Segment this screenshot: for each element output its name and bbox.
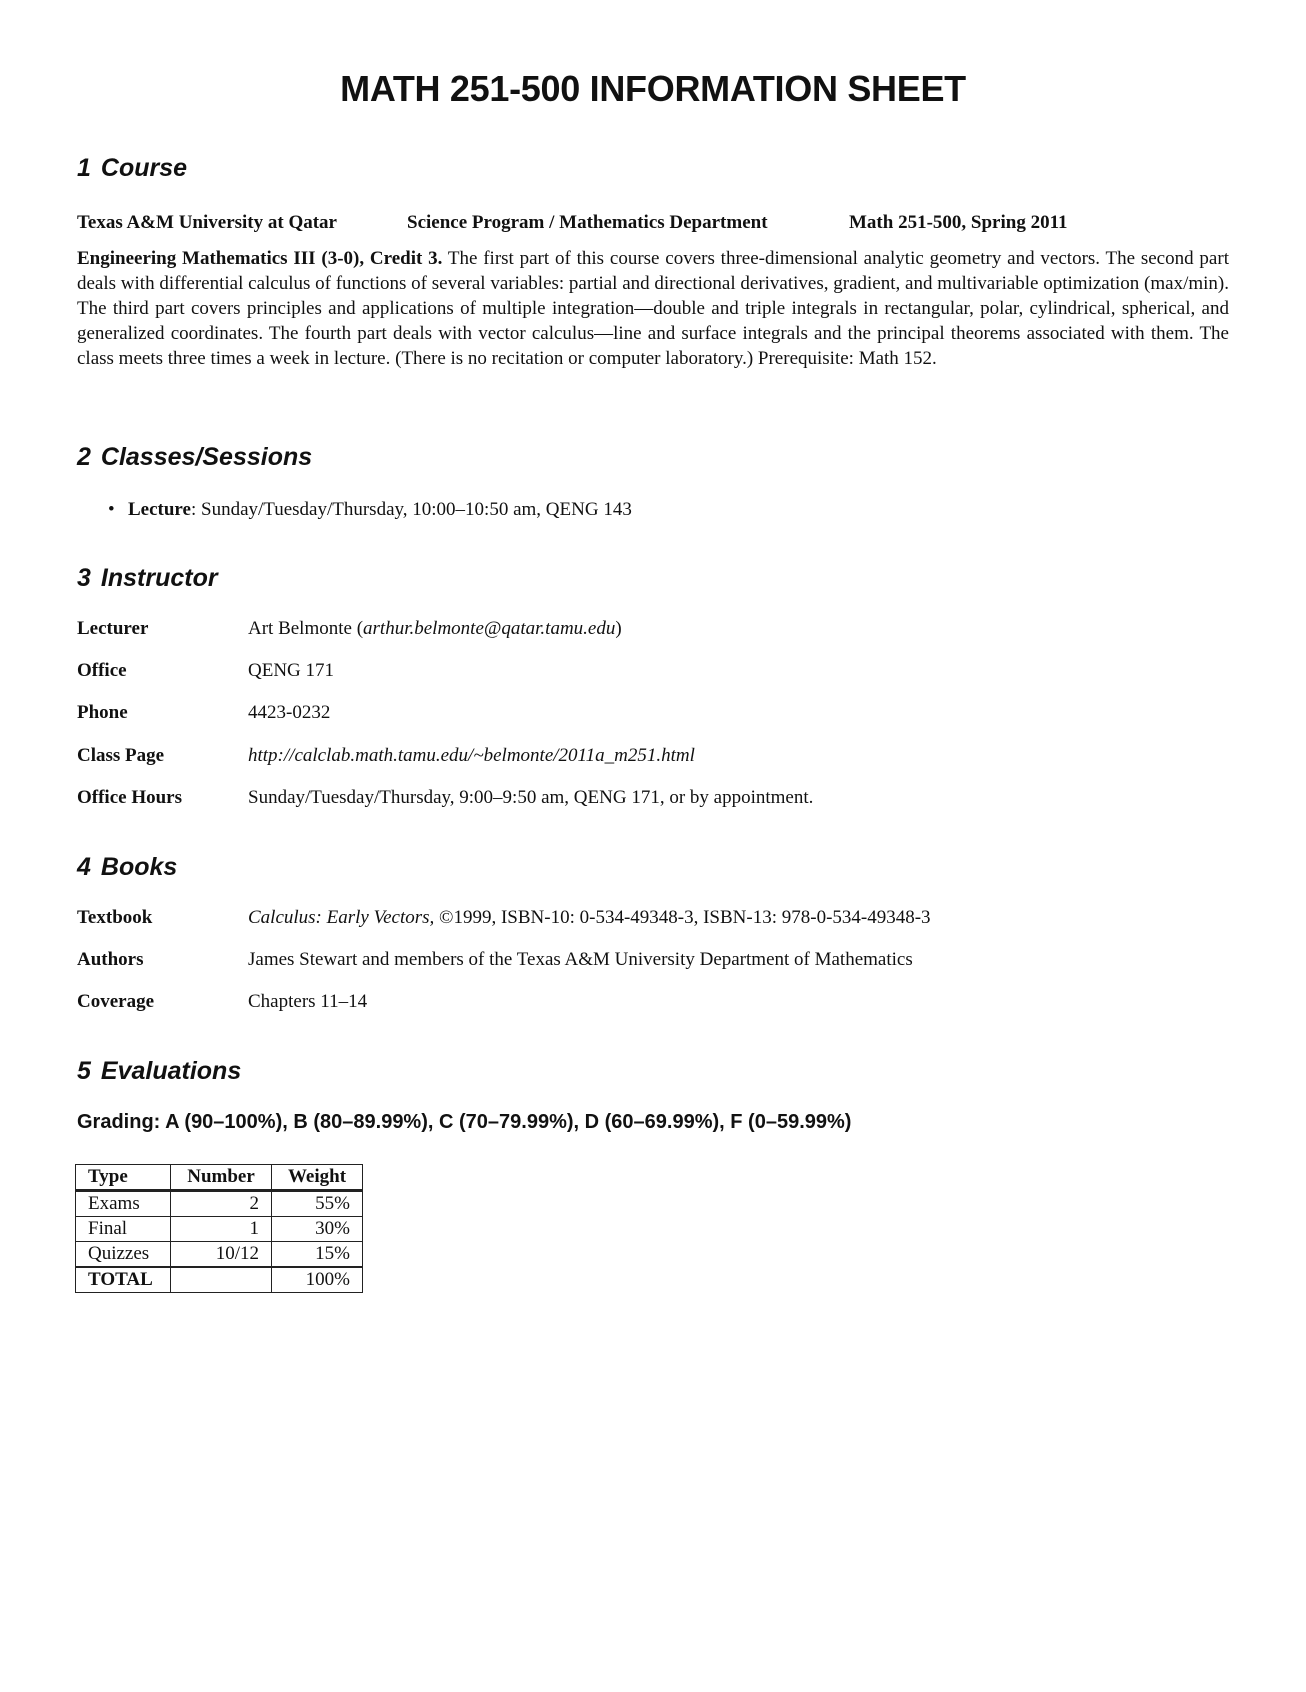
phone-value: 4423-0232 — [248, 702, 331, 723]
grading-scale: Grading: A (90–100%), B (80–89.99%), C (70–79.99%), D (60–69.99%), F (0–59.99%) — [77, 1111, 852, 1133]
section-title: Evaluations — [100, 1057, 242, 1085]
lecturer-email-link[interactable]: arthur.belmonte@qatar.tamu.edu — [363, 618, 616, 639]
section-number: 4 — [77, 853, 91, 881]
table-cell-number: 1 — [171, 1217, 272, 1242]
section-number: 5 — [77, 1057, 91, 1085]
table-row — [76, 1242, 363, 1268]
table-header-number: Number — [171, 1165, 272, 1191]
evaluation-table — [75, 1164, 363, 1293]
program-name: Science Program / Mathematics Department — [407, 212, 768, 233]
table-header-row — [76, 1165, 363, 1191]
lecturer-name: Art Belmonte ( — [248, 618, 364, 639]
coverage-value: Chapters 11–14 — [248, 991, 368, 1012]
table-row — [76, 1191, 363, 1217]
section-title: Instructor — [100, 564, 218, 592]
office-hours-value: Sunday/Tuesday/Thursday, 9:00–9:50 am, QENG 171, or by appointment. — [248, 787, 814, 808]
table-header-type: Type — [76, 1165, 171, 1191]
course-description — [77, 246, 1229, 371]
page-title: MATH 251-500 INFORMATION SHEET — [340, 68, 966, 109]
class-page-link[interactable]: http://calclab.math.tamu.edu/~belmonte/2011a_m251.html — [248, 745, 695, 766]
lecturer-close-paren: ) — [615, 618, 622, 639]
section-heading-instructor — [77, 564, 218, 593]
section-number: 3 — [77, 564, 91, 592]
course-description-lead: Engineering Mathematics III (3-0), Credit 3. — [77, 248, 443, 269]
course-description-body: The first part of this course covers three-dimensional analytic geometry and vectors. The second part deals with differential calculus of functions of several variables: partial and directional derivatives, gradient, and multivariable optimization (max/min). The third part covers principles and applications of multiple integration—double and triple integrals in rectangular, polar, cylindrical, spherical, and generalized coordinates. The fourth part deals with vector calculus—line and surface integrals and the principal theorems associated with them. The class meets three times a week in lecture. (There is no recitation or computer laboratory.) Prerequisite: Math 152. — [77, 248, 1229, 369]
section-title: Classes/Sessions — [100, 443, 313, 471]
section-heading-evaluations — [77, 1057, 241, 1086]
textbook-details: ©1999, ISBN-10: 0-534-49348-3, ISBN-13: 978-0-534-49348-3 — [434, 907, 931, 928]
table-cell-total-number — [171, 1267, 272, 1293]
textbook-label: Textbook — [77, 907, 153, 928]
table-row — [76, 1217, 363, 1242]
section-title: Books — [100, 853, 178, 881]
authors-value: James Stewart and members of the Texas A&M University Department of Mathematics — [248, 949, 913, 970]
course-term: Math 251-500, Spring 2011 — [849, 212, 1068, 233]
table-cell-number: 2 — [171, 1191, 272, 1217]
bullet-icon: • — [108, 499, 115, 520]
coverage-label: Coverage — [77, 991, 155, 1012]
list-item-lecture — [108, 497, 632, 522]
authors-label: Authors — [77, 949, 144, 970]
table-cell-total-weight: 100% — [272, 1267, 363, 1293]
table-header-weight: Weight — [272, 1165, 363, 1191]
lecture-label: Lecture — [128, 499, 191, 520]
textbook-value — [248, 905, 931, 930]
lecture-value: : Sunday/Tuesday/Thursday, 10:00–10:50 am, QENG 143 — [190, 499, 632, 520]
table-cell-type: Exams — [76, 1191, 171, 1217]
table-cell-weight: 55% — [272, 1191, 363, 1217]
class-page-label: Class Page — [77, 745, 165, 766]
table-cell-total-label: TOTAL — [76, 1267, 171, 1293]
section-heading-classes — [77, 443, 312, 472]
section-number: 1 — [77, 154, 91, 182]
lecturer-label: Lecturer — [77, 618, 149, 639]
textbook-title: Calculus: Early Vectors, — [248, 907, 435, 928]
section-number: 2 — [77, 443, 91, 471]
table-cell-type: Quizzes — [76, 1242, 171, 1268]
section-heading-course — [77, 154, 187, 183]
table-cell-weight: 15% — [272, 1242, 363, 1268]
table-cell-type: Final — [76, 1217, 171, 1242]
office-label: Office — [77, 660, 127, 681]
university-name: Texas A&M University at Qatar — [77, 212, 337, 233]
office-hours-label: Office Hours — [77, 787, 183, 808]
table-cell-number: 10/12 — [171, 1242, 272, 1268]
section-title: Course — [100, 154, 188, 182]
section-heading-books — [77, 853, 177, 882]
table-cell-weight: 30% — [272, 1217, 363, 1242]
lecturer-value — [248, 616, 622, 641]
table-total-row — [76, 1267, 363, 1293]
phone-label: Phone — [77, 702, 128, 723]
office-value: QENG 171 — [248, 660, 335, 681]
